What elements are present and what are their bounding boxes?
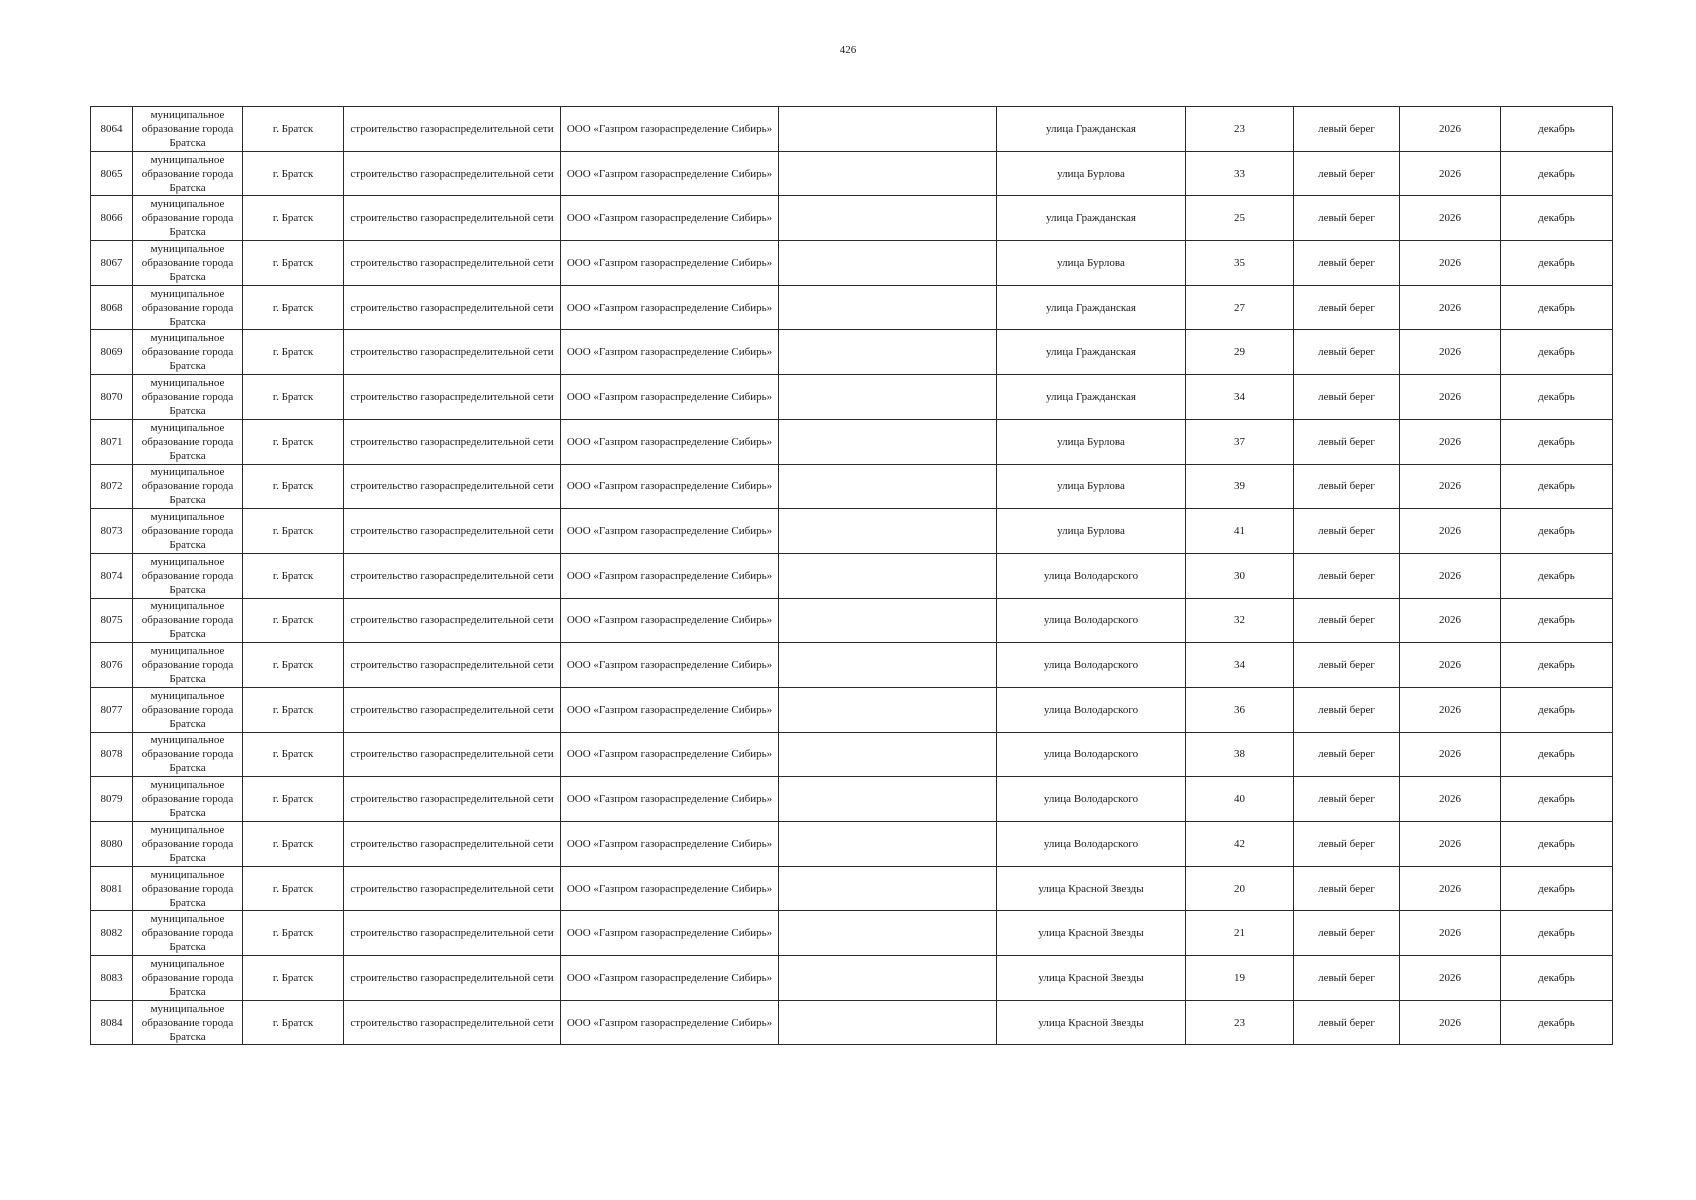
table-row [91,151,1613,196]
month-cell: декабрь [1501,553,1613,598]
house-number-cell: 23 [1186,1000,1294,1045]
table-row [91,285,1613,330]
organization-cell: ООО «Газпром газораспределение Сибирь» [561,911,779,956]
row-number: 8070 [91,375,133,420]
city-cell: г. Братск [243,107,344,152]
bank-cell: левый берег [1294,687,1400,732]
street-cell: улица Красной Звезды [997,911,1186,956]
table-row [91,911,1613,956]
municipality-cell: муниципальное образование города Братска [133,509,243,554]
work-type-cell: строительство газораспределительной сети [344,330,561,375]
municipality-cell: муниципальное образование города Братска [133,911,243,956]
municipality-cell: муниципальное образование города Братска [133,553,243,598]
municipality-cell: муниципальное образование города Братска [133,375,243,420]
organization-cell: ООО «Газпром газораспределение Сибирь» [561,777,779,822]
month-cell: декабрь [1501,375,1613,420]
municipality-cell: муниципальное образование города Братска [133,643,243,688]
organization-cell: ООО «Газпром газораспределение Сибирь» [561,464,779,509]
month-cell: декабрь [1501,866,1613,911]
year-cell: 2026 [1400,687,1501,732]
street-cell: улица Гражданская [997,107,1186,152]
city-cell: г. Братск [243,375,344,420]
empty-cell [779,464,997,509]
work-type-cell: строительство газораспределительной сети [344,509,561,554]
organization-cell: ООО «Газпром газораспределение Сибирь» [561,509,779,554]
street-cell: улица Володарского [997,553,1186,598]
municipality-cell: муниципальное образование города Братска [133,687,243,732]
table-row [91,509,1613,554]
year-cell: 2026 [1400,732,1501,777]
municipality-cell: муниципальное образование города Братска [133,196,243,241]
row-number: 8079 [91,777,133,822]
year-cell: 2026 [1400,330,1501,375]
table-row [91,330,1613,375]
empty-cell [779,687,997,732]
work-type-cell: строительство газораспределительной сети [344,151,561,196]
organization-cell: ООО «Газпром газораспределение Сибирь» [561,866,779,911]
house-number-cell: 34 [1186,643,1294,688]
empty-cell [779,732,997,777]
house-number-cell: 23 [1186,107,1294,152]
row-number: 8084 [91,1000,133,1045]
work-type-cell: строительство газораспределительной сети [344,598,561,643]
bank-cell: левый берег [1294,911,1400,956]
table-row [91,866,1613,911]
empty-cell [779,151,997,196]
organization-cell: ООО «Газпром газораспределение Сибирь» [561,419,779,464]
empty-cell [779,598,997,643]
empty-cell [779,911,997,956]
work-type-cell: строительство газораспределительной сети [344,196,561,241]
table-row [91,643,1613,688]
city-cell: г. Братск [243,956,344,1001]
bank-cell: левый берег [1294,1000,1400,1045]
bank-cell: левый берег [1294,151,1400,196]
bank-cell: левый берег [1294,777,1400,822]
month-cell: декабрь [1501,330,1613,375]
table-row [91,822,1613,867]
municipality-cell: муниципальное образование города Братска [133,419,243,464]
empty-cell [779,196,997,241]
city-cell: г. Братск [243,643,344,688]
month-cell: декабрь [1501,777,1613,822]
work-type-cell: строительство газораспределительной сети [344,777,561,822]
organization-cell: ООО «Газпром газораспределение Сибирь» [561,285,779,330]
organization-cell: ООО «Газпром газораспределение Сибирь» [561,822,779,867]
municipality-cell: муниципальное образование города Братска [133,151,243,196]
municipality-cell: муниципальное образование города Братска [133,822,243,867]
table-row [91,553,1613,598]
row-number: 8078 [91,732,133,777]
municipality-cell: муниципальное образование города Братска [133,330,243,375]
municipality-cell: муниципальное образование города Братска [133,464,243,509]
month-cell: декабрь [1501,107,1613,152]
work-type-cell: строительство газораспределительной сети [344,375,561,420]
work-type-cell: строительство газораспределительной сети [344,911,561,956]
street-cell: улица Бурлова [997,464,1186,509]
bank-cell: левый берег [1294,643,1400,688]
empty-cell [779,822,997,867]
year-cell: 2026 [1400,285,1501,330]
city-cell: г. Братск [243,687,344,732]
work-type-cell: строительство газораспределительной сети [344,553,561,598]
house-number-cell: 29 [1186,330,1294,375]
street-cell: улица Гражданская [997,196,1186,241]
municipality-cell: муниципальное образование города Братска [133,1000,243,1045]
table-row [91,464,1613,509]
empty-cell [779,509,997,554]
city-cell: г. Братск [243,822,344,867]
table-row [91,732,1613,777]
year-cell: 2026 [1400,643,1501,688]
street-cell: улица Володарского [997,598,1186,643]
table-row [91,419,1613,464]
bank-cell: левый берег [1294,822,1400,867]
bank-cell: левый берег [1294,598,1400,643]
work-type-cell: строительство газораспределительной сети [344,866,561,911]
organization-cell: ООО «Газпром газораспределение Сибирь» [561,1000,779,1045]
municipality-cell: муниципальное образование города Братска [133,777,243,822]
organization-cell: ООО «Газпром газораспределение Сибирь» [561,598,779,643]
street-cell: улица Володарского [997,687,1186,732]
work-type-cell: строительство газораспределительной сети [344,822,561,867]
city-cell: г. Братск [243,419,344,464]
organization-cell: ООО «Газпром газораспределение Сибирь» [561,553,779,598]
year-cell: 2026 [1400,777,1501,822]
row-number: 8075 [91,598,133,643]
empty-cell [779,419,997,464]
street-cell: улица Гражданская [997,330,1186,375]
city-cell: г. Братск [243,553,344,598]
year-cell: 2026 [1400,956,1501,1001]
month-cell: декабрь [1501,464,1613,509]
organization-cell: ООО «Газпром газораспределение Сибирь» [561,107,779,152]
street-cell: улица Володарского [997,777,1186,822]
row-number: 8067 [91,241,133,286]
work-type-cell: строительство газораспределительной сети [344,464,561,509]
organization-cell: ООО «Газпром газораспределение Сибирь» [561,151,779,196]
house-number-cell: 40 [1186,777,1294,822]
city-cell: г. Братск [243,777,344,822]
organization-cell: ООО «Газпром газораспределение Сибирь» [561,732,779,777]
house-number-cell: 35 [1186,241,1294,286]
year-cell: 2026 [1400,196,1501,241]
month-cell: декабрь [1501,285,1613,330]
gasification-registry-table [90,106,1613,1045]
row-number: 8076 [91,643,133,688]
work-type-cell: строительство газораспределительной сети [344,1000,561,1045]
table-row [91,241,1613,286]
organization-cell: ООО «Газпром газораспределение Сибирь» [561,956,779,1001]
month-cell: декабрь [1501,241,1613,286]
empty-cell [779,241,997,286]
row-number: 8068 [91,285,133,330]
month-cell: декабрь [1501,1000,1613,1045]
house-number-cell: 38 [1186,732,1294,777]
year-cell: 2026 [1400,866,1501,911]
house-number-cell: 27 [1186,285,1294,330]
row-number: 8065 [91,151,133,196]
work-type-cell: строительство газораспределительной сети [344,643,561,688]
organization-cell: ООО «Газпром газораспределение Сибирь» [561,375,779,420]
bank-cell: левый берег [1294,285,1400,330]
empty-cell [779,866,997,911]
table-row [91,375,1613,420]
row-number: 8069 [91,330,133,375]
house-number-cell: 21 [1186,911,1294,956]
city-cell: г. Братск [243,911,344,956]
work-type-cell: строительство газораспределительной сети [344,285,561,330]
city-cell: г. Братск [243,285,344,330]
empty-cell [779,1000,997,1045]
city-cell: г. Братск [243,241,344,286]
street-cell: улица Володарского [997,822,1186,867]
year-cell: 2026 [1400,464,1501,509]
table-row [91,196,1613,241]
municipality-cell: муниципальное образование города Братска [133,956,243,1001]
street-cell: улица Бурлова [997,509,1186,554]
month-cell: декабрь [1501,196,1613,241]
bank-cell: левый берег [1294,241,1400,286]
house-number-cell: 41 [1186,509,1294,554]
organization-cell: ООО «Газпром газораспределение Сибирь» [561,330,779,375]
empty-cell [779,330,997,375]
year-cell: 2026 [1400,107,1501,152]
work-type-cell: строительство газораспределительной сети [344,732,561,777]
bank-cell: левый берег [1294,196,1400,241]
organization-cell: ООО «Газпром газораспределение Сибирь» [561,241,779,286]
house-number-cell: 32 [1186,598,1294,643]
municipality-cell: муниципальное образование города Братска [133,285,243,330]
row-number: 8074 [91,553,133,598]
registry-body [91,107,1613,1045]
street-cell: улица Красной Звезды [997,1000,1186,1045]
month-cell: декабрь [1501,956,1613,1001]
municipality-cell: муниципальное образование города Братска [133,866,243,911]
house-number-cell: 30 [1186,553,1294,598]
month-cell: декабрь [1501,732,1613,777]
row-number: 8064 [91,107,133,152]
municipality-cell: муниципальное образование города Братска [133,598,243,643]
month-cell: декабрь [1501,598,1613,643]
bank-cell: левый берег [1294,464,1400,509]
work-type-cell: строительство газораспределительной сети [344,956,561,1001]
street-cell: улица Бурлова [997,151,1186,196]
city-cell: г. Братск [243,866,344,911]
month-cell: декабрь [1501,419,1613,464]
bank-cell: левый берег [1294,732,1400,777]
table-row [91,956,1613,1001]
row-number: 8080 [91,822,133,867]
month-cell: декабрь [1501,643,1613,688]
organization-cell: ООО «Газпром газораспределение Сибирь» [561,643,779,688]
table-row [91,107,1613,152]
table-row [91,1000,1613,1045]
row-number: 8066 [91,196,133,241]
table-row [91,777,1613,822]
year-cell: 2026 [1400,509,1501,554]
row-number: 8082 [91,911,133,956]
work-type-cell: строительство газораспределительной сети [344,107,561,152]
city-cell: г. Братск [243,1000,344,1045]
city-cell: г. Братск [243,464,344,509]
empty-cell [779,956,997,1001]
page-number: 426 [839,44,857,56]
city-cell: г. Братск [243,732,344,777]
row-number: 8073 [91,509,133,554]
house-number-cell: 20 [1186,866,1294,911]
bank-cell: левый берег [1294,866,1400,911]
street-cell: улица Володарского [997,732,1186,777]
month-cell: декабрь [1501,911,1613,956]
house-number-cell: 37 [1186,419,1294,464]
bank-cell: левый берег [1294,107,1400,152]
municipality-cell: муниципальное образование города Братска [133,107,243,152]
street-cell: улица Бурлова [997,419,1186,464]
year-cell: 2026 [1400,419,1501,464]
city-cell: г. Братск [243,330,344,375]
city-cell: г. Братск [243,151,344,196]
house-number-cell: 36 [1186,687,1294,732]
month-cell: декабрь [1501,509,1613,554]
work-type-cell: строительство газораспределительной сети [344,241,561,286]
bank-cell: левый берег [1294,419,1400,464]
organization-cell: ООО «Газпром газораспределение Сибирь» [561,196,779,241]
month-cell: декабрь [1501,151,1613,196]
street-cell: улица Красной Звезды [997,956,1186,1001]
row-number: 8072 [91,464,133,509]
empty-cell [779,643,997,688]
city-cell: г. Братск [243,509,344,554]
bank-cell: левый берег [1294,375,1400,420]
city-cell: г. Братск [243,598,344,643]
empty-cell [779,107,997,152]
year-cell: 2026 [1400,598,1501,643]
year-cell: 2026 [1400,911,1501,956]
year-cell: 2026 [1400,822,1501,867]
row-number: 8077 [91,687,133,732]
year-cell: 2026 [1400,151,1501,196]
year-cell: 2026 [1400,553,1501,598]
organization-cell: ООО «Газпром газораспределение Сибирь» [561,687,779,732]
empty-cell [779,777,997,822]
municipality-cell: муниципальное образование города Братска [133,732,243,777]
row-number: 8071 [91,419,133,464]
row-number: 8081 [91,866,133,911]
bank-cell: левый берег [1294,330,1400,375]
work-type-cell: строительство газораспределительной сети [344,687,561,732]
empty-cell [779,553,997,598]
year-cell: 2026 [1400,1000,1501,1045]
year-cell: 2026 [1400,241,1501,286]
street-cell: улица Бурлова [997,241,1186,286]
street-cell: улица Володарского [997,643,1186,688]
street-cell: улица Гражданская [997,375,1186,420]
work-type-cell: строительство газораспределительной сети [344,419,561,464]
house-number-cell: 25 [1186,196,1294,241]
street-cell: улица Красной Звезды [997,866,1186,911]
house-number-cell: 42 [1186,822,1294,867]
month-cell: декабрь [1501,822,1613,867]
city-cell: г. Братск [243,196,344,241]
table-row [91,687,1613,732]
bank-cell: левый берег [1294,956,1400,1001]
house-number-cell: 39 [1186,464,1294,509]
empty-cell [779,285,997,330]
table-row [91,598,1613,643]
municipality-cell: муниципальное образование города Братска [133,241,243,286]
year-cell: 2026 [1400,375,1501,420]
street-cell: улица Гражданская [997,285,1186,330]
row-number: 8083 [91,956,133,1001]
house-number-cell: 33 [1186,151,1294,196]
month-cell: декабрь [1501,687,1613,732]
house-number-cell: 34 [1186,375,1294,420]
house-number-cell: 19 [1186,956,1294,1001]
empty-cell [779,375,997,420]
bank-cell: левый берег [1294,509,1400,554]
bank-cell: левый берег [1294,553,1400,598]
